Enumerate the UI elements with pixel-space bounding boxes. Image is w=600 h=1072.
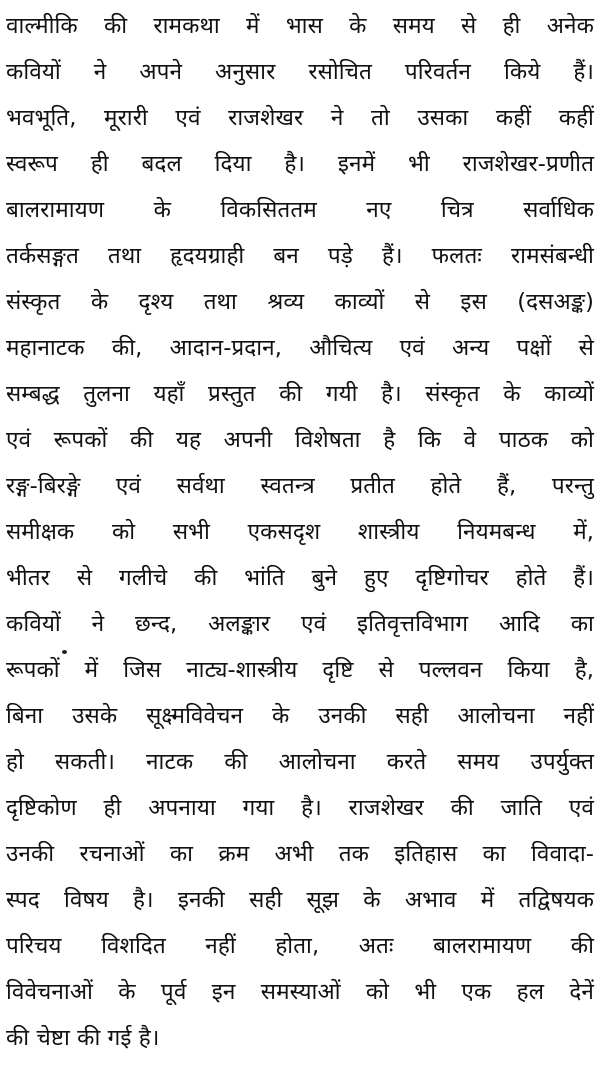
text-line: उनकी रचनाओं का क्रम अभी तक इतिहास का विवादा-: [6, 841, 594, 867]
text-line: भवभूति, मूरारी एवं राजशेखर ने तो उसका कहीं कहीं: [6, 105, 594, 131]
text-line: की चेष्टा की गई है।: [6, 1025, 160, 1051]
text-line: संस्कृत के दृश्य तथा श्रव्य काव्यों से इस (दसअङ्क): [6, 289, 594, 315]
text-line: भीतर से गलीचे की भांति बुने हुए दृष्टिगोचर होते हैं।: [6, 565, 594, 591]
text-line: तर्कसङ्गत तथा हृदयग्राही बन पड़े हैं। फलतः रामसंबन्धी: [6, 243, 594, 269]
text-line: महानाटक की, आदान-प्रदान, औचित्य एवं अन्य पक्षों से: [6, 335, 594, 361]
text-line: परिचय विशदित नहीं होता, अतः बालरामायण की: [6, 933, 594, 959]
text-line: समीक्षक को सभी एकसदृश शास्त्रीय नियमबन्ध में,: [6, 519, 594, 545]
text-line: दृष्टिकोण ही अपनाया गया है। राजशेखर की जाति एवं: [6, 795, 594, 821]
text-line: बिना उसके सूक्ष्मविवेचन के उनकी सही आलोचना नहीं: [6, 703, 594, 729]
text-line: हो सकती। नाटक की आलोचना करते समय उपर्युक्त: [6, 749, 594, 775]
text-line: कवियों ने छन्द, अलङ्कार एवं इतिवृत्तविभाग आदि का: [6, 611, 594, 637]
ink-speck: [62, 650, 67, 654]
text-line: स्वरूप ही बदल दिया है। इनमें भी राजशेखर-प्रणीत: [6, 151, 594, 177]
text-line: सम्बद्ध तुलना यहाँ प्रस्तुत की गयी है। संस्कृत के काव्यों: [6, 381, 594, 407]
text-line: रूपकों में जिस नाट्य-शास्त्रीय दृष्टि से पल्लवन किया है,: [6, 657, 594, 683]
text-line: स्पद विषय है। इनकी सही सूझ के अभाव में तद्विषयक: [6, 887, 594, 913]
text-line: रङ्ग-बिरङ्गे एवं सर्वथा स्वतन्त्र प्रतीत होते हैं, परन्तु: [6, 473, 594, 499]
text-line: एवं रूपकों की यह अपनी विशेषता है कि वे पाठक को: [6, 427, 594, 453]
text-line: बालरामायण के विकसिततम नए चित्र सर्वाधिक: [6, 197, 594, 223]
text-line: कवियों ने अपने अनुसार रसोचित परिवर्तन किये हैं।: [6, 59, 594, 85]
text-line: वाल्मीकि की रामकथा में भास के समय से ही अनेक: [6, 13, 594, 39]
text-line: विवेचनाओं के पूर्व इन समस्याओं को भी एक हल देनें: [6, 979, 594, 1005]
